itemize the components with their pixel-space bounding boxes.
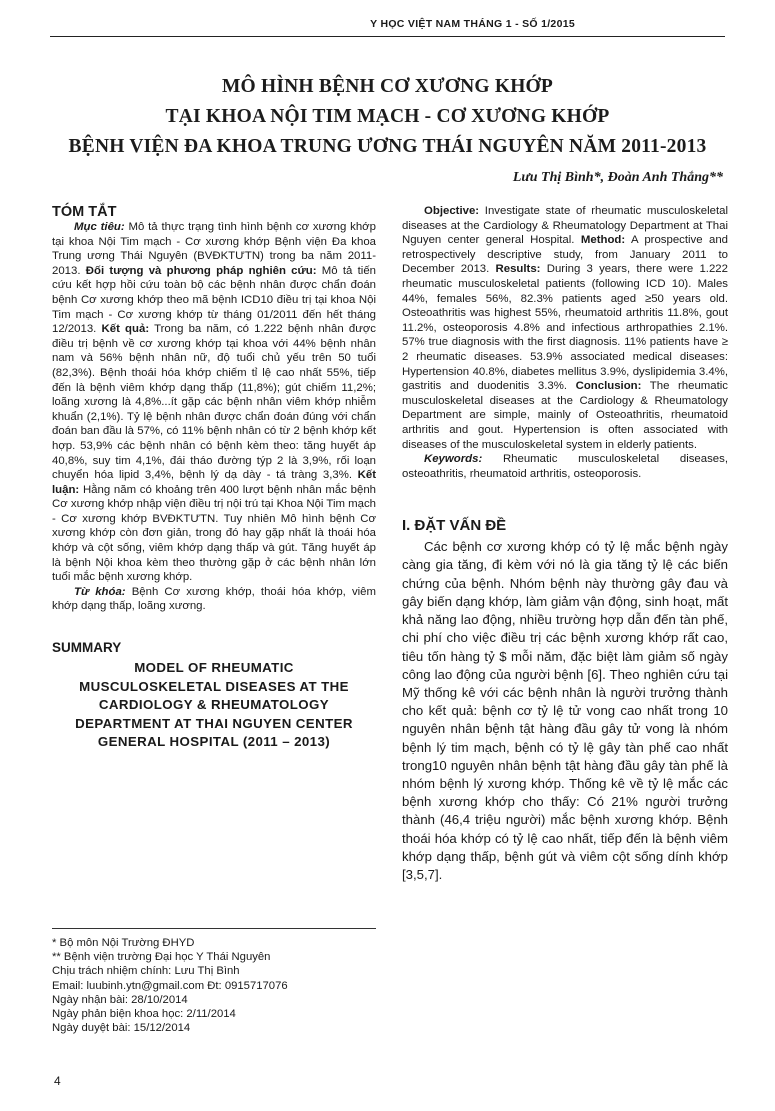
results-label-en: Results:	[495, 263, 541, 276]
summary-title-line-1: MODEL OF RHEUMATIC	[134, 660, 294, 676]
abstract-vi-heading: TÓM TẮT	[52, 204, 117, 220]
method-text-vi: Mô tả tiến cứu kết hợp hồi cứu toàn bộ các bệnh nhân được chẩn đoán bệnh Cơ xương khớp theo mã bệnh ICD10 điều trị tại khoa Nội Tim mạch - Cơ xương khớp từ tháng 01/2011 đến hết tháng 12/2013.	[52, 264, 377, 336]
conclusion-text-en: The rheumatic musculoskeletal diseases at the Cardiology & Rheumatology Department are simple, mainly of Osteoathritis, rheumatoid arthritis and gout. Hypertension is often associated with diseases of the musculoskeletal system in elderly patients.	[402, 380, 729, 451]
footnote-3: Chịu trách nhiệm chính: Lưu Thị Bình	[52, 965, 240, 978]
method-text-en: A prospective and retrospectively descriptive study, from January 2011 to December 2013.	[402, 234, 728, 276]
objective-label-en: Objective:	[424, 205, 480, 217]
footnotes	[52, 928, 376, 1035]
left-column	[52, 204, 376, 752]
objective-label-vi: Mục tiêu:	[74, 221, 125, 233]
conclusion-text-vi: Hằng năm có khoảng trên 400 lượt bệnh nhân mắc bệnh Cơ xương khớp nhập viện điều trị nội trú tại Khoa Nội Tim mạch - Cơ xương khớp BVĐKTƯTN. Tuy nhiên Mô hình bệnh Cơ xương khớp còn đơn giản, trong đó hay gặp nhất là thoái hóa khớp và cột sống, viêm khớp dạng thấp và gút. Tăng huyết áp là bệnh Nội khoa kèm theo thường gặp ở các bệnh nhân lớn tuổi mắc bệnh xương khớp.	[52, 483, 376, 584]
results-text-vi: Trong ba năm, có 1.222 bệnh nhân được điều trị bệnh về cơ xương khớp tại khoa với 44% bệnh nhân nam và 56% bệnh nhân nữ, độ tuổi chủ yếu trên 50 tuổi (82,3%). Bệnh thoái hóa khớp chiếm tỉ lệ cao nhất 55%, tiếp đến là bệnh viêm khớp dạng thấp (11,8%); gút chiếm 11,2%; loãng xương là 4,8%...ít gặp các bệnh nhân viêm khớp nhiễm khuẩn (2,1%). Tỷ lệ bệnh nhân được chẩn đoán đúng với chẩn đoán ban đầu là 57%, có 11% bệnh nhân có từ 2 bệnh khớp kết hợp. 53,9% các bệnh nhân có bệnh kèm theo: tăng huyết áp 40,8%, suy tim 4,1%, đái tháo đường týp 2 là 3,9%, rối loạn chuyển hóa lipid 3,4%, bệnh lý dạ dày - tá tràng 3,3%.	[52, 323, 376, 482]
keywords-label-vi: Từ khóa:	[74, 585, 126, 598]
page-number: 4	[54, 1074, 61, 1088]
intro-paragraph	[402, 538, 728, 884]
conclusion-label-vi: Kết luận:	[52, 469, 376, 496]
footnote-6: Ngày phản biện khoa học: 2/11/2014	[52, 1008, 236, 1021]
journal-name: Y HỌC VIỆT NAM THÁNG 1 - SỐ 1/2015	[370, 18, 575, 30]
title-line-2: TẠI KHOA NỘI TIM MẠCH - CƠ XƯƠNG KHỚP	[165, 106, 610, 127]
intro-heading: I. ĐẶT VẤN ĐỀ	[402, 517, 507, 535]
abstract-vi-body	[52, 220, 376, 585]
title-line-3: BỆNH VIỆN ĐA KHOA TRUNG ƯƠNG THÁI NGUYÊN NĂM 2011-2013	[68, 136, 707, 157]
footnote-7: Ngày duyệt bài: 15/12/2014	[52, 1022, 191, 1035]
method-label-en: Method:	[580, 234, 626, 247]
summary-title-line-2: MUSCULOSKELETAL DISEASES AT THE	[79, 678, 349, 694]
keywords-text-vi: Bệnh Cơ xương khớp, thoái hóa khớp, viêm khớp dạng thấp, loãng xương.	[52, 585, 376, 613]
right-column	[402, 204, 728, 884]
conclusion-label-en: Conclusion:	[575, 380, 642, 393]
header-rule	[50, 36, 725, 37]
title-line-1: MÔ HÌNH BỆNH CƠ XƯƠNG KHỚP	[221, 76, 554, 97]
keywords-text-en: Rheumatic musculoskeletal diseases, osteoathritis, rheumatoid arthritis, osteoporosis.	[402, 453, 728, 480]
abstract-en-body	[402, 204, 728, 452]
footnote-2: ** Bệnh viện trường Đại học Y Thái Nguyên	[52, 951, 271, 964]
keywords-label-en: Keywords:	[424, 453, 483, 466]
objective-text-en: Investigate state of rheumatic musculoskeletal diseases at the Cardiology & Rheumatology Department at Thai Nguyen center general Hospital.	[402, 205, 728, 247]
summary-title	[52, 659, 376, 752]
keywords-vi	[52, 585, 376, 614]
footnote-5: Ngày nhận bài: 28/10/2014	[52, 993, 188, 1006]
objective-text-vi: Mô tả thực trạng tình hình bệnh cơ xương khớp tại khoa Nội Tim mạch - Cơ xương khớp Bệnh viện Đa khoa Trung ương Thái Nguyên (BVĐKTƯTN) trong ba năm 2011- 2013.	[52, 221, 376, 277]
summary-title-line-5: GENERAL HOSPITAL (2011 – 2013)	[97, 734, 331, 750]
footnote-1: * Bộ môn Nội Trường ĐHYD	[52, 937, 195, 949]
authors: Lưu Thị Bình*, Đoàn Anh Thắng**	[512, 170, 723, 185]
journal-header	[0, 8, 775, 44]
results-label-vi: Kết quả:	[101, 323, 150, 336]
method-label-vi: Đối tượng và phương pháp nghiên cứu:	[85, 264, 317, 277]
intro-text: Các bệnh cơ xương khớp có tỷ lệ mắc bệnh ngày càng gia tăng, đi kèm với nó là gia tăng tỷ lệ các biến chứng của bệnh. Nhóm bệnh này thường gây đau và gây biến dạng khớp, làm giảm vận động, sinh hoạt, mất khả năng lao động, nhiều trường hợp dẫn đến tàn phế, chi phí cho việc điều trị các bệnh xương khớp rất cao, tiêu tốn hàng tỷ $ mỗi năm, đặc biệt làm giảm số ngày công lao động của người bệnh [6]. Theo nghiên cứu tại Mỹ thống kê với các bệnh nhân là người trưởng thành cho kết quả: bệnh cơ tỷ lệ tử vong cao nhất trong 10 nguyên nhân bệnh tật hàng đầu gây tử vong là nhóm bệnh lý tim mạch, bệnh có tỷ lệ gây tàn phế cao nhất trong10 nguyên nhân bệnh tật hàng đầu gây tàn phế là nhóm bệnh lý xương khớp. Thống kê về tỷ lệ mắc các bệnh xương khớp cho thấy: Có 21% người trưởng thành (46,4 triệu người) mắc bệnh xương khớp. Bệnh thoái hóa khớp có tỷ lệ cao nhất, tiếp đến là bệnh viêm khớp dạng thấp, bệnh gút và viêm cột sống dính khớp [3,5,7].	[402, 539, 728, 882]
summary-title-line-4: DEPARTMENT AT THAI NGUYEN CENTER	[75, 715, 353, 731]
summary-heading: SUMMARY	[52, 640, 122, 656]
summary-title-line-3: CARDIOLOGY & RHEUMATOLOGY	[98, 697, 330, 713]
article-title	[50, 72, 725, 162]
footnote-4: Email: luubinh.ytn@gmail.com Đt: 0915717076	[52, 979, 288, 992]
results-text-en: During 3 years, there were 1.222 rheumatic musculoskeletal patients (following ICD 10). Males 44%, females 56%, 82.3% patients aged ≥50 years old. Osteoathritis was highest 55%, rheumatoid arthritis 11.8%, gout 11.2%, osteoporosis 4.8% and infectious arthropathies 2.1%. 57% true diagnosis with the first diagnosis. 11% patients have ≥ 2 rheumatic diseases. 53.9% associated medical diseases: Hypertension 40.8%, diabetes mellitus 3.9%, dyslipidemia 3.4%, gastritis and duodenitis 3.3%.	[402, 263, 728, 393]
keywords-en	[402, 452, 728, 481]
